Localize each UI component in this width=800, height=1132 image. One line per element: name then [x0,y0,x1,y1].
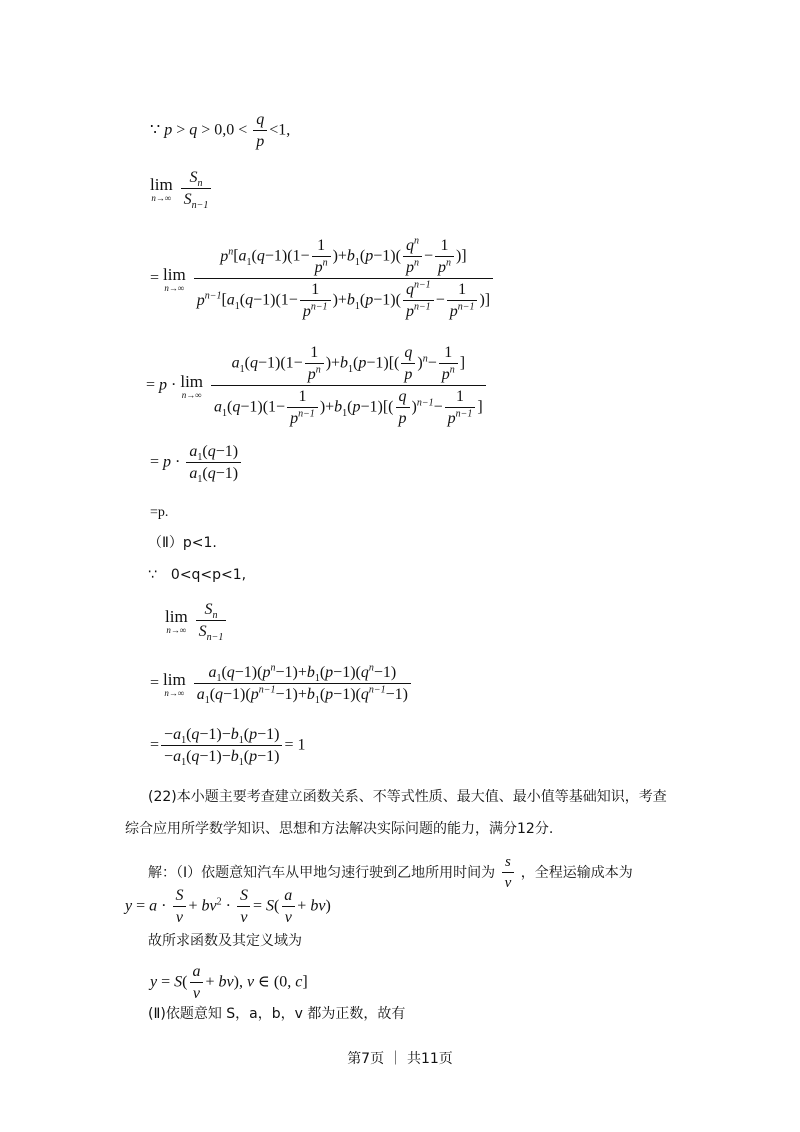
limit-result-one: = $\frac{-a_1(q-1)-b_1(p-1)}{-a_1(q-1)-b_1(p-1)}$ = 1 [150,726,306,769]
function-domain: y = S( $\frac{a}{v}$ + bv), v ∈ (0, c] [150,963,308,1002]
condition-line-1: ∵ p > q > 0,0 < $\frac{q}{p}$ <1, [150,111,291,150]
cost-formula: y = a · $\frac{S}{v}$ + $bv^2$ · $\frac{S}{v}$ = S( $\frac{a}{v}$ + bv) [125,887,331,926]
solution-line: 解：（Ⅰ）依题意知汽车从甲地匀速行驶到乙地所用时间为 $\frac{s}{v}$ ，全程运输成本为 [148,854,633,891]
page-footer: 第7页 ｜ 共11页 [347,1051,453,1067]
because-symbol: ∵ [150,121,161,139]
part2-text: (Ⅱ)依题意知 S，a，b，v 都为正数，故有 [148,1006,406,1022]
q22-line-1: (22)本小题主要考查建立函数关系、不等式性质、最大值、最小值等基础知识，考查 [148,789,667,805]
limit-expansion-1: = lim n→∞ $p^n[a_1(q-1)(1-$ $\frac{1}{p^n}$ )$+b_1(p-1)$( $\frac{q^n}{p^n}$ − $\frac{1}{p^n}$ )] $p^{n-1}[a_1(q-1)(1-$ $\frac{1}{p^{n-1}}$ )$+b_1(p-1)$( $\frac{q^{n-1}}{p^{n-1}}$ − $\frac{1}{p^{n-1}}$ )] [150,238,495,320]
limit-ratio-2: lim n→∞ $\frac{S_n}{S_{n-1}}$ [165,602,228,640]
limit-expansion-2: = p · lim n→∞ $a_1(q-1)(1-$ $\frac{1}{p^n}$ )$+b_1(p-1)$[( $\frac{q}{p}$ )$^n$− $\frac{1}{p^n}$ ] $a_1(q-1)(1-$ $\frac{1}{p^{n-1}}$ )$+b_1(p-1)$[( $\frac{q}{p}$ )$^{n-1}$− $\frac{1}{p^{n-1}}$ ] [146,345,488,427]
limit-simplified: = p · $\frac{a_1(q-1)}{a_1(q-1)}$ [150,444,243,482]
result-one: = 1 [284,736,306,754]
part2-condition: ∵ 0<q<p<1, [148,567,247,583]
limit-expansion-3: = lim n→∞ $\frac{a_1(q-1)(p^n-1)+b_1(p-1)(q^n-1)}{a_1(q-1)(p^{n-1}-1)+b_1(p-1)(q^{n-1}-1)}$ [150,665,413,703]
limit-ratio-1: lim n→∞ $\frac{S_n}{S_{n-1}}$ [150,170,213,208]
domain-intro: 故所求函数及其定义域为 [148,933,302,949]
part2-label: （Ⅱ）p<1. [148,535,217,551]
result-p: =p. [150,505,169,520]
q22-line-2: 综合应用所学数学知识、思想和方法解决实际问题的能力，满分12分. [125,821,554,837]
